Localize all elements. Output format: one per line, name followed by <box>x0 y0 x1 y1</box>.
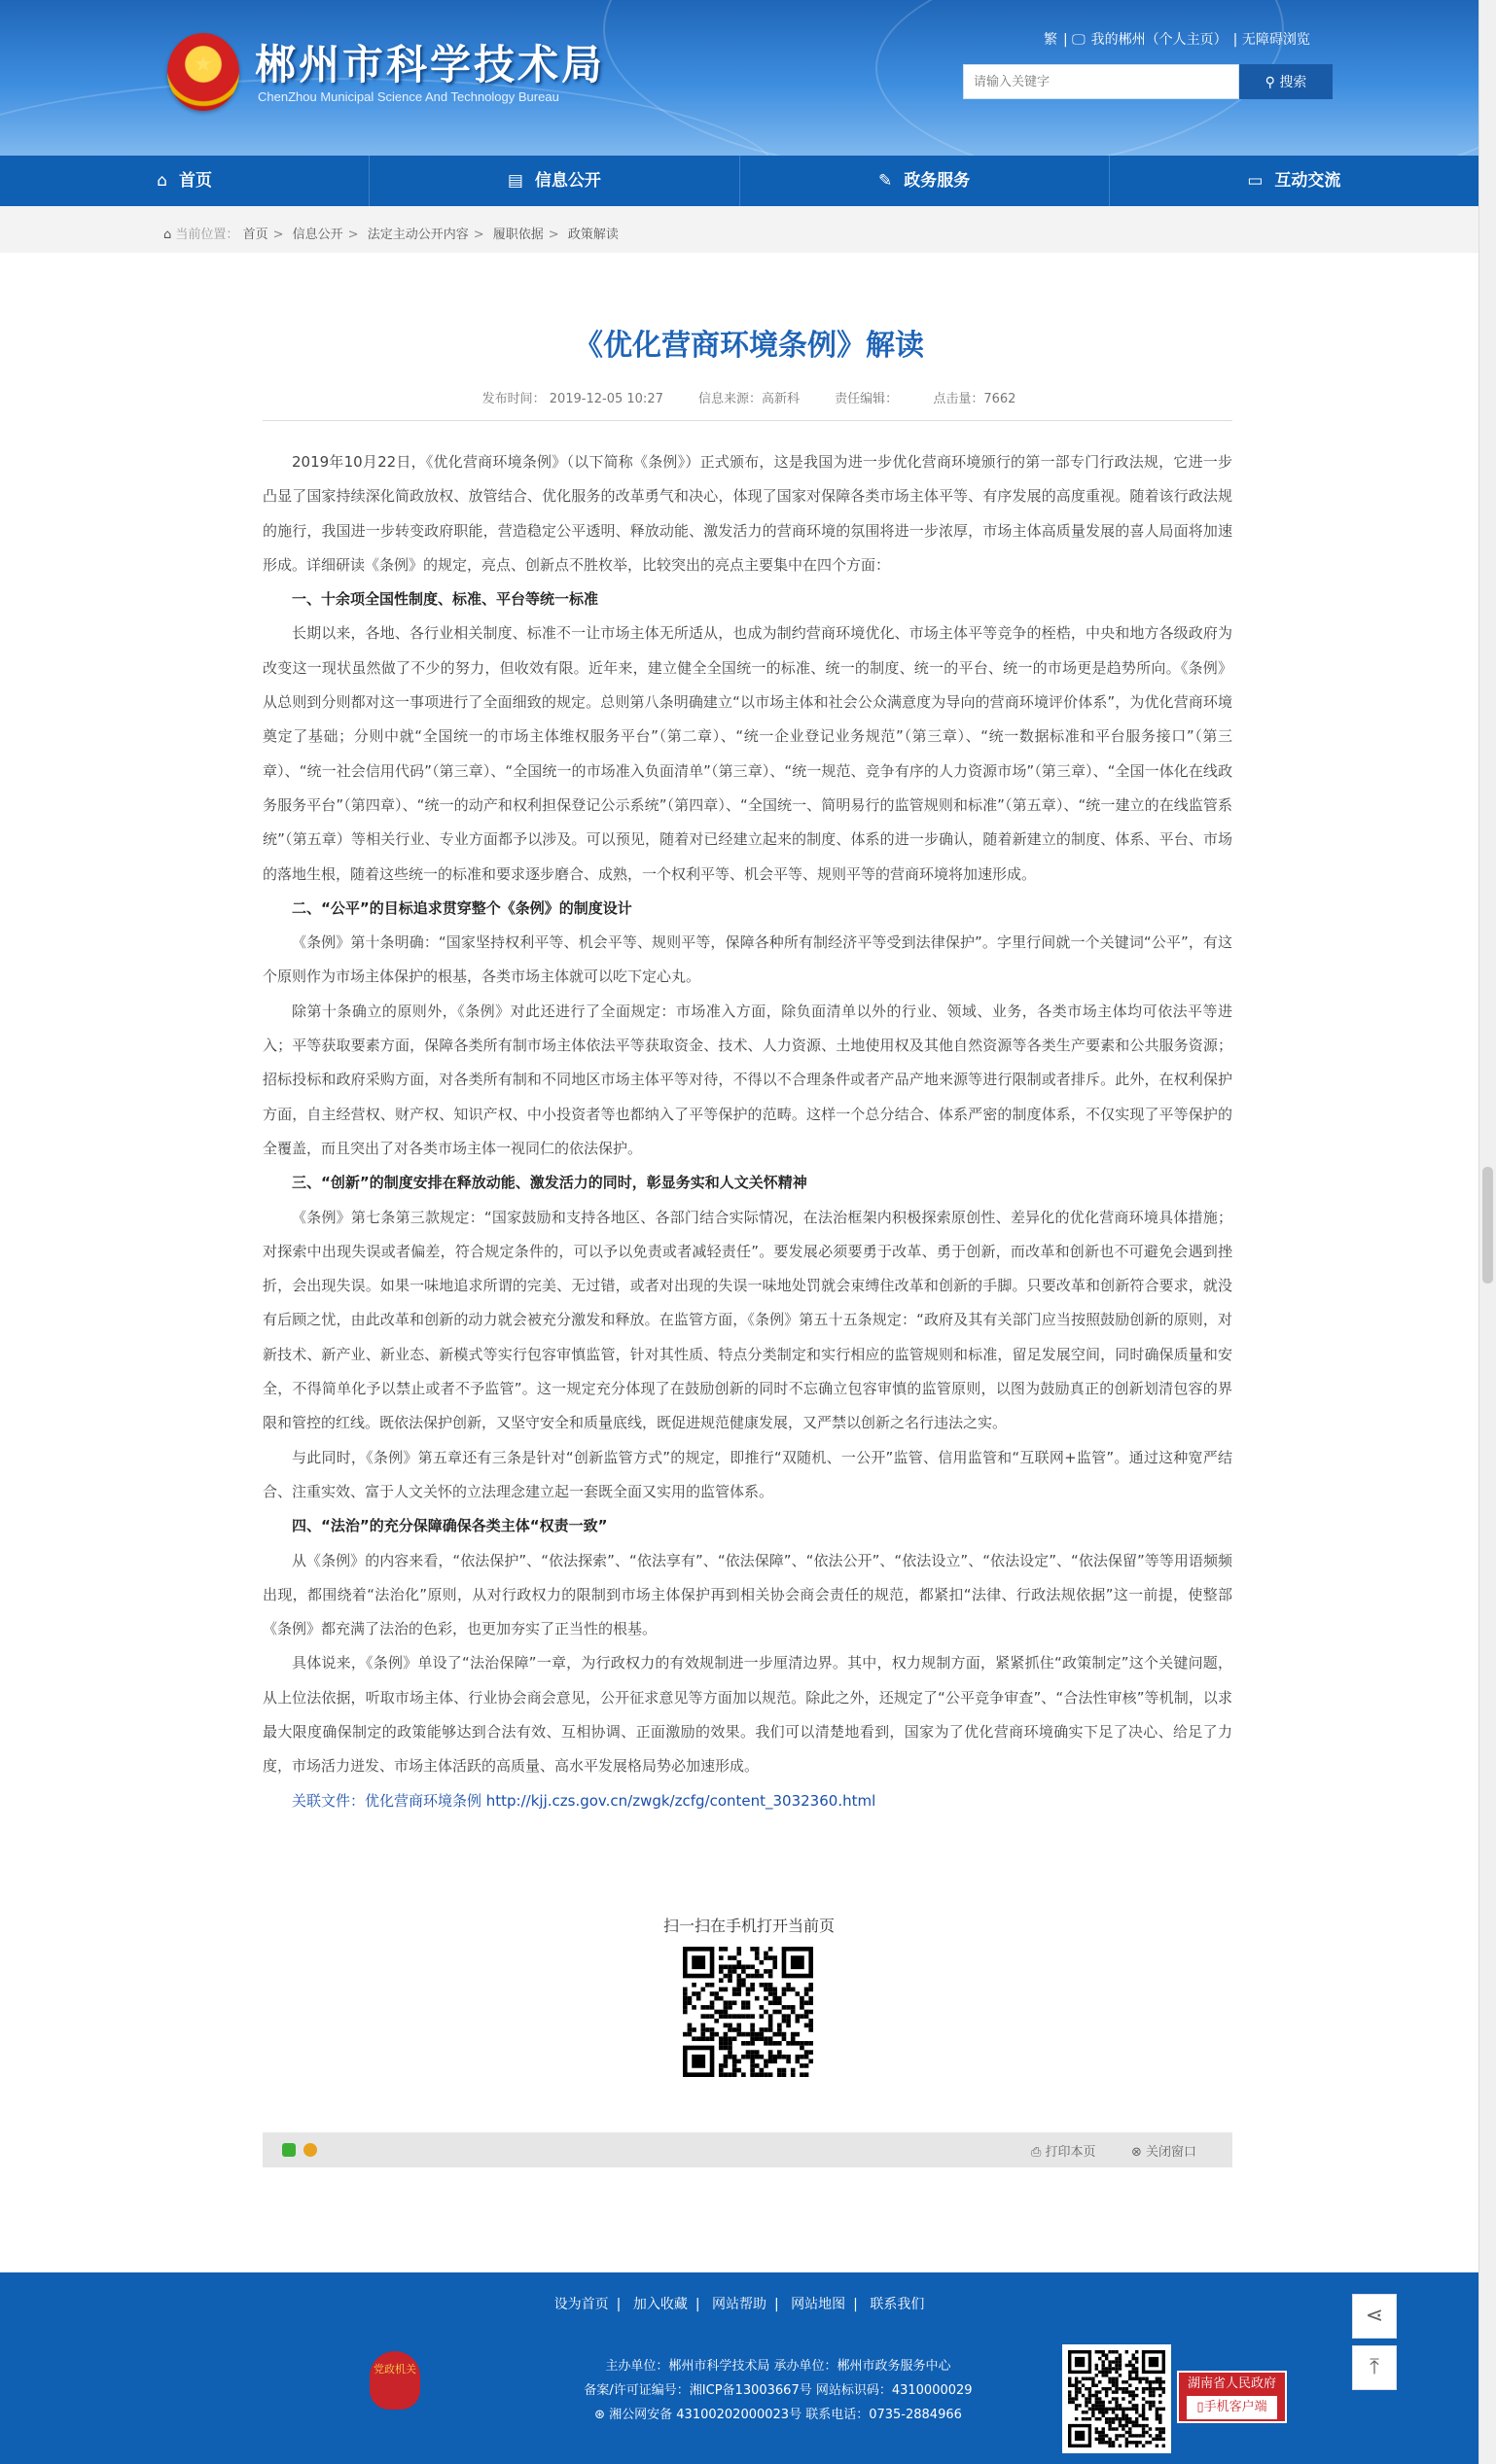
nav-item-label: 政务服务 <box>904 171 971 191</box>
nav-item-interaction[interactable] <box>1110 156 1478 206</box>
top-links: 繁 | 🖵 我的郴州（个人主页） | 无障碍浏览 <box>1044 32 1310 48</box>
breadcrumb-link[interactable]: 政策解读 <box>567 228 619 242</box>
site-subtitle: ChenZhou Municipal Science And Technology Bureau <box>258 89 559 104</box>
article-title: 《优化营商环境条例》解读 <box>574 329 924 363</box>
close-icon: ⊗ <box>1131 2145 1142 2160</box>
footer-police: 湘公网安备 43100202000023号 联系电话：0735-2884966 <box>609 2408 962 2422</box>
divider <box>263 420 1232 421</box>
scrollbar-thumb[interactable] <box>1482 1167 1493 1284</box>
article-paragraph: 从《条例》的内容来看，“依法保护”、“依法探索”、“依法享有”、“依法保障”、“依法公开”、“依法设立”、“依法设定”、“依法保留”等等用语频频出现，都围绕着“法治化”原则，从对行政权力的限制到市场主体保护再到相关协会商会责任的规范，都紧扣“法律、行政法规依据”这一前提，使整部《条例》都充满了法治的色彩，也更加夯实了正当性的根基。 <box>263 1551 1232 1638</box>
my-homepage-link[interactable]: 我的郴州（个人主页） <box>1090 32 1228 48</box>
breadcrumb: ⌂ 当前位置： 首页 > 信息公开 > 法定主动公开内容 > 履职依据 > 政策解读 <box>163 228 619 242</box>
footer-link[interactable]: 网站地图 <box>791 2297 846 2312</box>
breadcrumb-label: 当前位置： <box>175 228 239 242</box>
footer-link[interactable]: 加入收藏 <box>632 2297 688 2312</box>
arrow-up-icon: ⤒ <box>1370 2355 1379 2379</box>
traditional-chinese-link[interactable]: 繁 <box>1044 32 1057 48</box>
footer-host: 主办单位：郴州市科学技术局 承办单位：郴州市政务服务中心 <box>605 2359 951 2374</box>
footer-links: 设为首页 | 加入收藏 | 网站帮助 | 网站地图 | 联系我们 <box>553 2297 925 2312</box>
print-label: 打印本页 <box>1045 2145 1096 2160</box>
section-heading: 四、“法治”的充分保障确保各类主体“权责一致” <box>292 1517 608 1535</box>
close-label: 关闭窗口 <box>1146 2145 1197 2160</box>
qr-code <box>683 1947 813 2077</box>
search-icon: ⚲ <box>1264 75 1275 90</box>
print-button[interactable] <box>1031 2141 1096 2160</box>
search-button-label: 搜索 <box>1279 75 1307 90</box>
scrollbar[interactable] <box>1478 0 1496 2464</box>
close-window-button[interactable] <box>1131 2141 1196 2160</box>
footer-qr-image <box>1068 2350 1165 2447</box>
related-file-link[interactable]: 关联文件：优化营商环境条例 http://kjj.czs.gov.cn/zwgk/zcfg/content_3032360.html <box>292 1791 876 1810</box>
search-button[interactable] <box>1239 64 1333 99</box>
footer-link[interactable]: 设为首页 <box>553 2297 609 2312</box>
share-toolbar <box>263 2132 1232 2167</box>
breadcrumb-link[interactable]: 法定主动公开内容 <box>367 228 469 242</box>
breadcrumb-link[interactable]: 信息公开 <box>292 228 343 242</box>
article-meta <box>263 388 1235 406</box>
article-paragraph: 《条例》第七条第三款规定：“国家鼓励和支持各地区、各部门结合实际情况，在法治框架内积极探索原创性、差异化的优化营商环境具体措施；对探索中出现失误或者偏差，符合规定条件的，可以予以免责或者减轻责任”。要发展必须要勇于改革、勇于创新，而改革和创新也不可避免会遇到挫折，会出现失误。如果一味地追求所谓的完美、无过错，或者对出现的失误一味地处罚就会束缚住改革和创新的手脚。只要改革和创新符合要求，就没有后顾之忧，由此改革和创新的动力就会被充分激发和释放。在监管方面，《条例》第五十五条规定：“政府及其有关部门应当按照鼓励创新的原则，对新技术、新产业、新业态、新模式等实行包容审慎监管，针对其性质、特点分类制定和实行相应的监管规则和标准，留足发展空间，同时确保质量和安全，不得简单化予以禁止或者不予监管”。这一规定充分体现了在鼓励创新的同时不忘确立包容审慎的监管原则，以图为鼓励真正的创新划清包容的界限和管控的红线。既依法保护创新，又坚守安全和质量底线，既促进规范健康发展，又严禁以创新之名行违法之实。 <box>263 1208 1232 1432</box>
document-icon: ▤ <box>507 171 523 191</box>
footer-link[interactable]: 联系我们 <box>870 2297 925 2312</box>
share-icon: ⋖ <box>1365 2304 1384 2328</box>
site-footer <box>0 2272 1478 2464</box>
info-source: 信息来源：高新科 <box>698 392 801 406</box>
nav-item-info-public[interactable] <box>370 156 739 206</box>
article-paragraph: 长期以来，各地、各行业相关制度、标准不一让市场主体无所适从，也成为制约营商环境优化、市场主体平等竞争的桎梏，中央和地方各级政府为改变这一现状虽然做了不少的努力，但收效有限。近年来，建立健全全国统一的标准、统一的制度、统一的平台、统一的市场更是趋势所向。《条例》从总则到分则都对这一事项进行了全面细致的规定。总则第八条明确建立“以市场主体和社会公众满意度为导向的营商环境评价体系”，为优化营商环境奠定了基础；分则中就“全国统一的市场主体维权服务平台”（第二章）、“统一企业登记业务规范”（第三章）、“统一数据标准和平台服务接口”（第三章）、“统一社会信用代码”（第三章）、“全国统一的市场准入负面清单”（第三章）、“统一规范、竞争有序的人力资源市场”（第三章）、“全国一体化在线政务服务平台”（第四章）、“统一的动产和权利担保登记公示系统”（第四章）、“全国统一、简明易行的监管规则和标准”（第五章）、“统一建立的在线监管系统”（第五章）等相关行业、专业方面都予以涉及。可以预见，随着对已经建立起来的制度、体系的进一步确认，随着新建立的制度、体系、平台、市场的落地生根，随着这些统一的标准和要求逐步磨合、成熟，一个权利平等、机会平等、规则平等的营商环境将加速形成。 <box>263 624 1232 883</box>
share-float-button[interactable] <box>1352 2294 1397 2339</box>
section-heading: 一、十余项全国性制度、标准、平台等统一标准 <box>292 590 599 609</box>
monitor-icon: 🖵 <box>1072 32 1086 48</box>
breadcrumb-link[interactable]: 履职依据 <box>492 228 544 242</box>
breadcrumb-link[interactable]: 首页 <box>242 228 268 242</box>
footer-police-line <box>545 2403 1012 2427</box>
search-box <box>963 64 1333 99</box>
footer-link[interactable]: 网站帮助 <box>712 2297 766 2312</box>
nav-item-label: 信息公开 <box>534 171 601 191</box>
accessibility-link[interactable]: 无障碍浏览 <box>1241 32 1310 48</box>
back-to-top-button[interactable] <box>1352 2345 1397 2390</box>
mobile-app-badge[interactable] <box>1177 2371 1287 2423</box>
article-paragraph: 除第十条确立的原则外，《条例》对此还进行了全面规定：市场准入方面，除负面清单以外的行业、领域、业务，各类市场主体均可依法平等进入；平等获取要素方面，保障各类所有制市场主体依法平等获取资金、技术、人力资源、土地使用权及其他自然资源等各类生产要素和公共服务资源；招标投标和政府采购方面，对各类所有制和不同地区市场主体平等对待，不得以不合理条件或者产品产地来源等进行限制或者排斥。此外，在权利保护方面，自主经营权、财产权、知识产权、中小投资者等也都纳入了平等保护的范畴。这样一个总分结合、体系严密的制度体系，不仅实现了平等保护的全覆盖，而且突出了对各类市场主体一视同仁的依法保护。 <box>263 1002 1232 1157</box>
print-icon: ⎙ <box>1031 2145 1042 2160</box>
nav-item-gov-service[interactable] <box>740 156 1110 206</box>
footer-qr-code <box>1062 2344 1171 2453</box>
view-count: 点击量：7662 <box>933 392 1016 406</box>
app-badge-line2-wrap <box>1187 2396 1277 2419</box>
site-title[interactable]: 郴州市科学技术局 <box>255 41 606 88</box>
article-paragraph: 与此同时，《条例》第五章还有三条是针对“创新监管方式”的规定，即推行“双随机、一公开”监管、信用监管和“互联网+监管”。通过这种宽严结合、注重实效、富于人文关怀的立法理念建立起一套既全面又实用的监管体系。 <box>263 1448 1232 1500</box>
home-icon: ⌂ <box>157 171 168 191</box>
article-paragraph: 《条例》第十条明确：“国家坚持权利平等、机会平等、规则平等，保障各种所有制经济平等受到法律保护”。字里行间就一个关键词“公平”，有这个原则作为市场主体保护的根基，各类市场主体就可以吃下定心丸。 <box>263 933 1232 986</box>
section-heading: 二、“公平”的目标追求贯穿整个《条例》的制度设计 <box>292 898 632 917</box>
editor: 责任编辑： <box>835 392 899 406</box>
search-input[interactable] <box>963 64 1239 99</box>
nav-item-home[interactable] <box>0 156 370 206</box>
footer-icp: 备案/许可证编号：湘ICP备13003667号 网站标识码：4310000029 <box>584 2383 973 2398</box>
edit-icon: ✎ <box>878 171 893 191</box>
police-badge-icon: ⊛ <box>594 2408 606 2422</box>
share-icons <box>282 2142 317 2161</box>
article-paragraph: 2019年10月22日，《优化营商环境条例》（以下简称《条例》）正式颁布，这是我国为进一步优化营商环境颁行的第一部专门行政法规，它进一步凸显了国家持续深化简政放权、放管结合、优化服务的改革勇气和决心，体现了国家对保障各类市场主体平等、有序发展的高度重视。随着该行政法规的施行，我国进一步转变政府职能，营造稳定公平透明、释放动能、激发活力的营商环境的氛围将进一步浓厚，市场主体高质量发展的喜人局面将加速形成。详细研读《条例》的规定，亮点、创新点不胜枚举，比较突出的亮点主要集中在四个方面： <box>263 453 1232 574</box>
qr-caption: 扫一扫在手机打开当前页 <box>662 1917 835 1935</box>
phone-icon: ▯ <box>1196 2400 1204 2414</box>
nav-item-label: 首页 <box>179 171 213 191</box>
home-icon: ⌂ <box>163 228 172 242</box>
app-badge-line1: 湖南省人民政府 <box>1187 2376 1276 2391</box>
article-body <box>263 445 1232 1818</box>
article-paragraph: 具体说来，《条例》单设了“法治保障”一章，为行政权力的有效规制进一步厘清边界。其中，权力规制方面，紧紧抓住“政策制定”这个关键问题，从上位法依据，听取市场主体、行业协会商会意见，公开征求意见等方面加以规范。除此之外，还规定了“公平竞争审查”、“合法性审核”等机制，以求最大限度确保制定的政策能够达到合法有效、互相协调、正面激励的效果。我们可以清楚地看到，国家为了优化营商环境确实下足了决心、给足了力度，市场活力迸发、市场主体活跃的高质量、高水平发展格局势必加速形成。 <box>263 1654 1232 1776</box>
party-gov-badge[interactable] <box>370 2351 420 2410</box>
footer-info <box>545 2354 1012 2427</box>
chat-icon: ▭ <box>1247 171 1264 191</box>
main-nav <box>0 156 1478 206</box>
badge-label: 党政机关 <box>374 2363 416 2376</box>
nav-item-label: 互动交流 <box>1274 171 1341 191</box>
wechat-icon[interactable] <box>282 2143 296 2157</box>
publish-time: 发布时间： 2019-12-05 10:27 <box>481 392 663 406</box>
app-badge-line2: 手机客户端 <box>1203 2400 1267 2414</box>
weibo-icon[interactable] <box>303 2143 317 2157</box>
section-heading: 三、“创新”的制度安排在释放动能、激发活力的同时，彰显务实和人文关怀精神 <box>292 1174 807 1192</box>
national-emblem-logo[interactable]: ★ <box>167 33 239 111</box>
